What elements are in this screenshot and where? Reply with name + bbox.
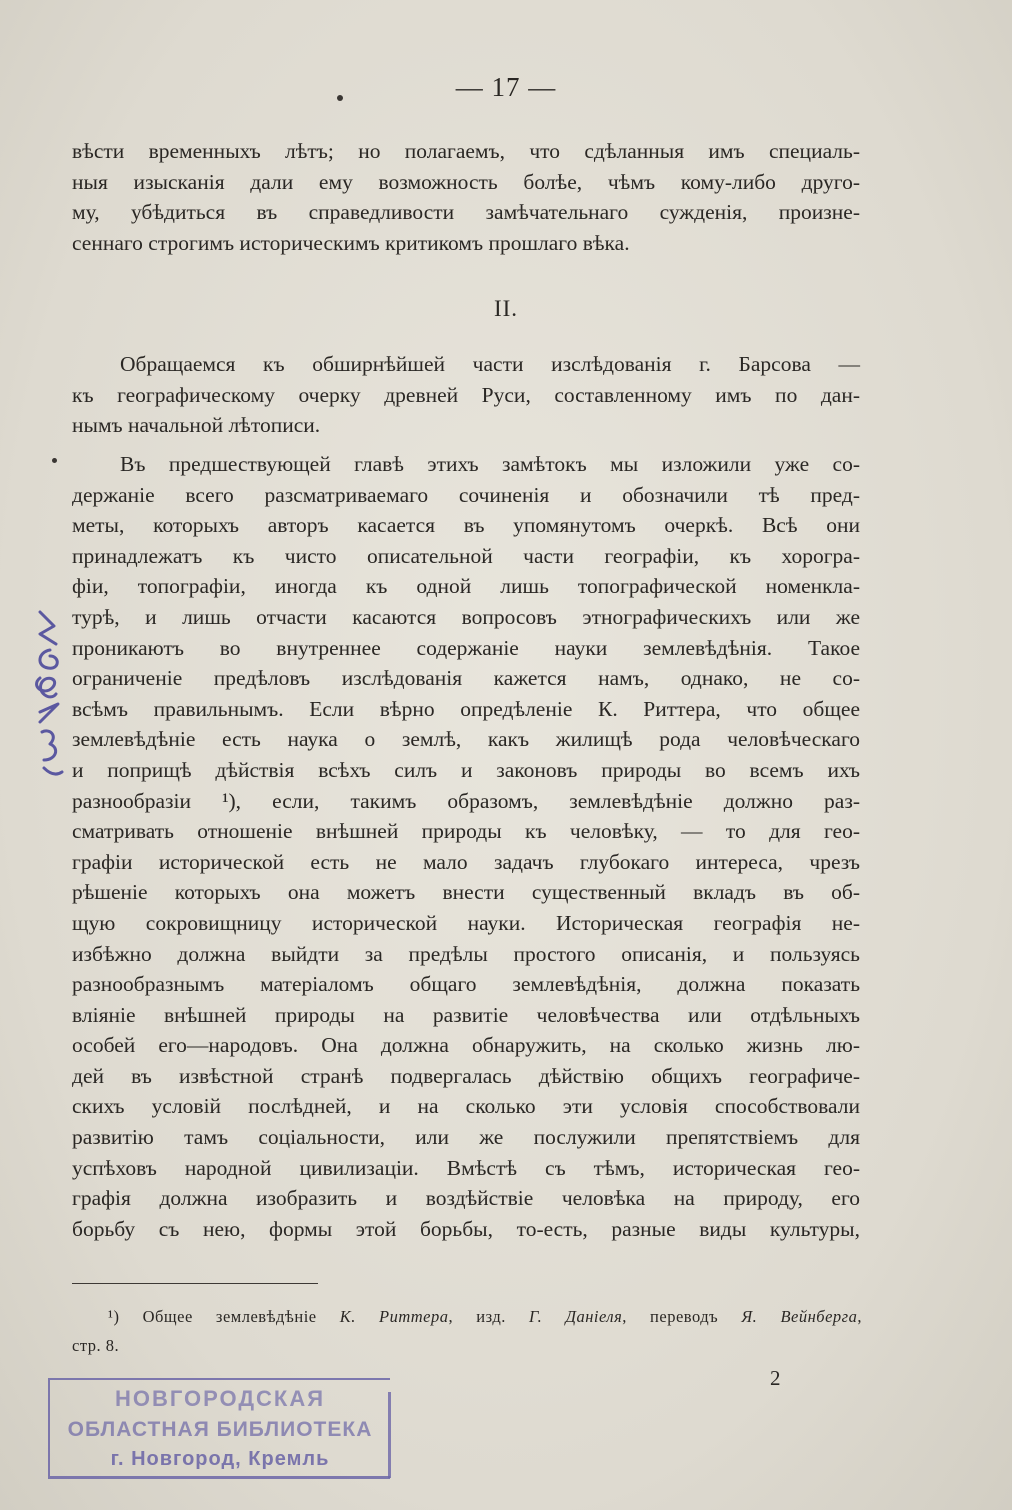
text-line: ограниченіе предѣловъ изслѣдованія кажется намъ, однако, не со- bbox=[72, 666, 860, 691]
paragraph-b bbox=[72, 449, 860, 1244]
text-line: проникаютъ во внутреннее содержаніе науки землевѣдѣнія. Такое bbox=[72, 635, 860, 660]
stamp-line-3: г. Новгород, Кремль bbox=[110, 1448, 330, 1470]
footnote-translator: Я. Вейнберга bbox=[741, 1307, 858, 1326]
text-line: вліяніе внѣшней природы на развитіе человѣчества или отдѣльныхъ bbox=[72, 1002, 860, 1027]
footnote-line-2: стр. 8. bbox=[72, 1336, 120, 1355]
text-line: вѣсти временныхъ лѣтъ; но полагаемъ, что сдѣланныя имъ специаль- bbox=[72, 139, 860, 163]
stamp-border bbox=[388, 1392, 391, 1478]
footnote-text: , bbox=[857, 1307, 862, 1326]
text-line: сеннаго строгимъ историческимъ критикомъ прошлаго вѣка. bbox=[72, 230, 630, 255]
text-line: графіи исторической есть не мало задачъ глубокаго интереса, чрезъ bbox=[72, 849, 860, 874]
text-line: скихъ условій послѣдней, и на сколько эти условія способствовали bbox=[72, 1094, 860, 1119]
footnote-text: Общее землевѣдѣніе bbox=[119, 1307, 340, 1326]
text-line: успѣховъ народной цивилизаціи. Вмѣстѣ съ тѣмъ, историческая гео- bbox=[72, 1155, 860, 1180]
text-line: щую сокровищницу исторической науки. Историческая географія не- bbox=[72, 910, 860, 935]
text-line: избѣжно должна выйдти за предѣлы простого описанія, и пользуясь bbox=[72, 941, 860, 966]
text-line: держаніе всего разсматриваемаго сочиненія и обозначили тѣ пред- bbox=[72, 482, 860, 507]
text-line: и поприщѣ дѣйствія всѣхъ силъ и законовъ природы во всемъ ихъ bbox=[72, 757, 860, 782]
text-line: меты, которыхъ авторъ касается въ упомянутомъ очеркѣ. Всѣ они bbox=[72, 513, 860, 538]
text-line: му, убѣдиться въ справедливости замѣчательнаго сужденія, произне- bbox=[72, 200, 860, 225]
text-line: къ географическому очерку древней Руси, составленному имъ по дан- bbox=[72, 382, 860, 407]
text-line: дей въ извѣстной странѣ подвергалась дѣйствію общихъ географиче- bbox=[72, 1063, 860, 1088]
text-line: разнообразіи ¹), если, такимъ образомъ, землевѣдѣніе должно раз- bbox=[72, 788, 860, 813]
footnote-line-1 bbox=[72, 1302, 862, 1331]
section-heading: II. bbox=[493, 296, 519, 321]
footnote-author: К. Риттера bbox=[339, 1307, 449, 1326]
text-line: разнообразнымъ матеріаломъ общаго землевѣдѣнія, должна показать bbox=[72, 972, 860, 997]
library-stamp bbox=[48, 1378, 390, 1479]
text-line: ныя изысканія дали ему возможность болѣе, чѣмъ кому-либо друго- bbox=[72, 169, 860, 194]
text-line: Обращаемся къ обширнѣйшей части изслѣдованія г. Барсова — bbox=[120, 352, 860, 376]
text-line: развитію тамъ соціальности, или же послужили препятствіемъ для bbox=[72, 1125, 860, 1150]
text-line: турѣ, и лишь отчасти касаются вопросовъ этнографическихъ или же bbox=[72, 604, 860, 629]
text-line: борьбу съ нею, формы этой борьбы, то-есть, разные виды культуры, bbox=[72, 1216, 860, 1241]
footnote-marker: ¹) bbox=[108, 1307, 120, 1326]
paragraph-a bbox=[72, 349, 860, 441]
text-line: сматривать отношеніе внѣшней природы къ человѣку, — то для гео- bbox=[72, 819, 860, 844]
signature-mark: 2 bbox=[770, 1366, 781, 1390]
text-line: нымъ начальной лѣтописи. bbox=[72, 413, 321, 438]
ink-dot bbox=[52, 458, 57, 463]
handwritten-margin-number bbox=[10, 600, 80, 785]
text-line: землевѣдѣніе есть наука о землѣ, какъ жилищѣ рода человѣческаго bbox=[72, 727, 860, 752]
stamp-line-2: ОБЛАСТНАЯ БИБЛИОТЕКА bbox=[67, 1418, 373, 1441]
footnote-text: , переводъ bbox=[622, 1307, 742, 1326]
text-line: принадлежатъ къ чисто описательной части географіи, къ хорогра- bbox=[72, 543, 860, 568]
footnote-publisher: Г. Даніеля bbox=[529, 1307, 623, 1326]
footnote-text: , изд. bbox=[448, 1307, 530, 1326]
footnote bbox=[72, 1302, 862, 1360]
text-line: всѣмъ правильнымъ. Если вѣрно опредѣленіе К. Риттера, что общее bbox=[72, 696, 860, 721]
paragraph-top bbox=[72, 136, 860, 258]
page-number: — 17 — bbox=[455, 72, 557, 102]
text-line: особей его—народовъ. Она должна обнаружить, на сколько жизнь лю- bbox=[72, 1033, 860, 1058]
stamp-line-1: НОВГОРОДСКАЯ bbox=[114, 1386, 326, 1411]
text-line: графія должна изобразить и воздѣйствіе человѣка на природу, его bbox=[72, 1186, 860, 1211]
text-line: рѣшеніе которыхъ она можетъ внести существенный вкладъ въ об- bbox=[72, 880, 860, 905]
footnote-rule bbox=[72, 1283, 318, 1284]
text-line: фіи, топографіи, иногда къ одной лишь топографической номенкла- bbox=[72, 574, 860, 599]
text-line: Въ предшествующей главѣ этихъ замѣтокъ мы изложили уже со- bbox=[120, 452, 860, 476]
